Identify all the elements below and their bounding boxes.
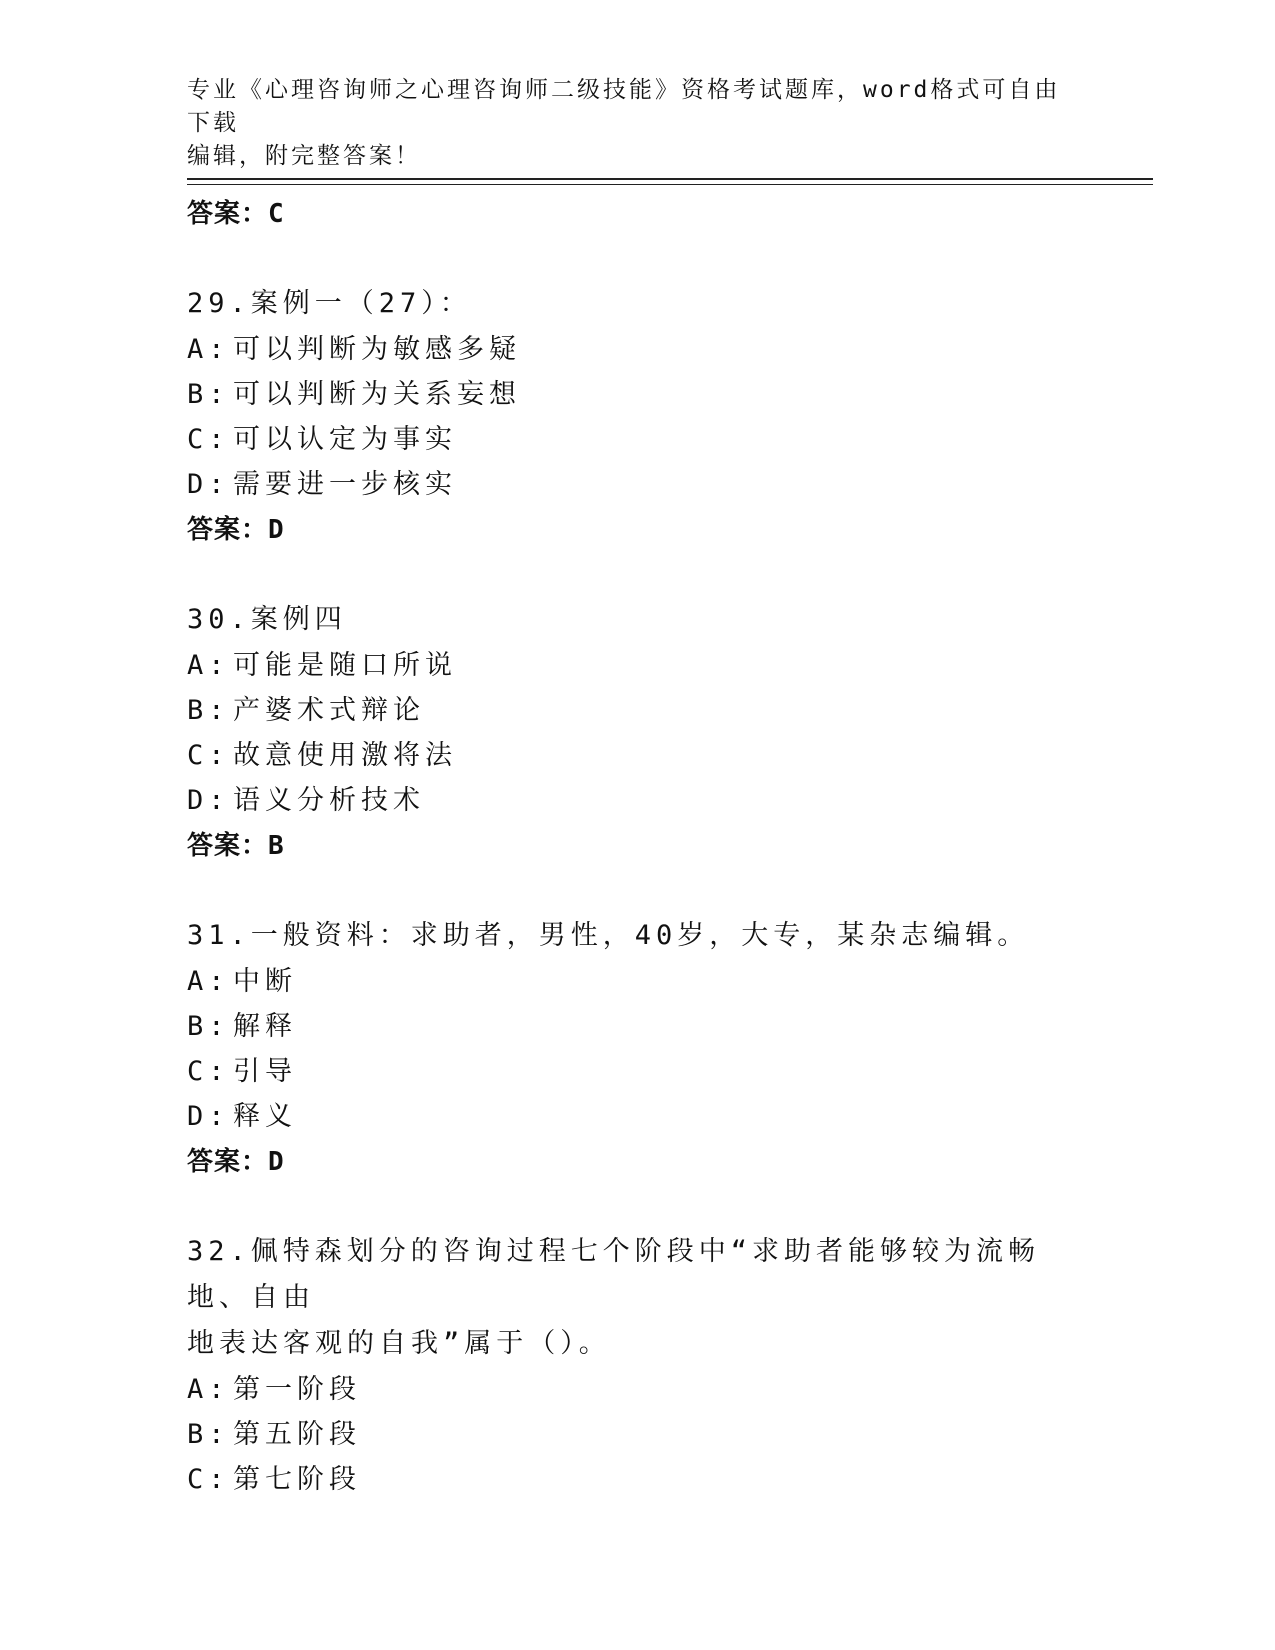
option-key: D:	[187, 469, 230, 500]
option-text: 产婆术式辩论	[233, 695, 425, 726]
option-a	[187, 1367, 1087, 1412]
option-key: B:	[187, 1011, 230, 1042]
option-text: 第一阶段	[233, 1374, 361, 1405]
option-a	[187, 327, 1087, 372]
document-header	[187, 74, 1067, 173]
header-line-2: 编辑，附完整答案！	[187, 143, 421, 169]
option-text: 解释	[233, 1011, 297, 1042]
answer-line: 答案：C	[187, 199, 285, 229]
option-key: B:	[187, 1419, 230, 1450]
answer-line: 答案：D	[187, 515, 285, 545]
question-title-line-1: 32.佩特森划分的咨询过程七个阶段中“求助者能够较为流畅地、自由	[187, 1236, 1041, 1313]
option-key: A:	[187, 650, 230, 681]
option-b	[187, 688, 1087, 733]
option-a	[187, 959, 1087, 1004]
option-text: 可以判断为关系妄想	[233, 379, 521, 410]
option-a	[187, 643, 1087, 688]
option-b	[187, 1004, 1087, 1049]
option-text: 可以判断为敏感多疑	[233, 334, 521, 365]
option-text: 可以认定为事实	[233, 424, 457, 455]
option-text: 故意使用激将法	[233, 740, 457, 771]
question-title: 30.案例四	[187, 604, 347, 635]
option-c	[187, 733, 1087, 778]
option-c	[187, 1049, 1087, 1094]
question-32	[187, 1229, 1087, 1502]
question-list	[187, 191, 1087, 1502]
option-d	[187, 462, 1087, 507]
option-key: B:	[187, 695, 230, 726]
option-key: C:	[187, 424, 230, 455]
option-text: 可能是随口所说	[233, 650, 457, 681]
option-key: A:	[187, 1374, 230, 1405]
option-key: A:	[187, 334, 230, 365]
option-key: A:	[187, 966, 230, 997]
option-text: 第七阶段	[233, 1464, 361, 1495]
header-divider-thin	[187, 184, 1153, 185]
option-b	[187, 372, 1087, 417]
option-text: 释义	[233, 1101, 297, 1132]
option-b	[187, 1412, 1087, 1457]
option-key: D:	[187, 785, 230, 816]
option-d	[187, 1094, 1087, 1139]
question-30	[187, 597, 1087, 869]
option-text: 需要进一步核实	[233, 469, 457, 500]
option-key: B:	[187, 379, 230, 410]
header-line-1: 专业《心理咨询师之心理咨询师二级技能》资格考试题库，word格式可自由下载	[187, 77, 1061, 136]
question-title: 31.一般资料：求助者，男性，40岁，大专，某杂志编辑。	[187, 920, 1030, 951]
option-c	[187, 1457, 1087, 1502]
option-text: 中断	[233, 966, 297, 997]
option-key: C:	[187, 1056, 230, 1087]
question-29	[187, 281, 1087, 553]
answer-line: 答案：D	[187, 1147, 285, 1177]
option-text: 语义分析技术	[233, 785, 425, 816]
question-title: 29.案例一（27）：	[187, 288, 472, 319]
option-d	[187, 778, 1087, 823]
option-text: 第五阶段	[233, 1419, 361, 1450]
option-key: D:	[187, 1101, 230, 1132]
option-text: 引导	[233, 1056, 297, 1087]
header-divider-thick	[187, 178, 1153, 180]
option-c	[187, 417, 1087, 462]
question-title-line-2: 地表达客观的自我”属于（）。	[187, 1328, 611, 1359]
question-31	[187, 913, 1087, 1185]
option-key: C:	[187, 1464, 230, 1495]
answer-line: 答案：B	[187, 831, 285, 861]
option-key: C:	[187, 740, 230, 771]
